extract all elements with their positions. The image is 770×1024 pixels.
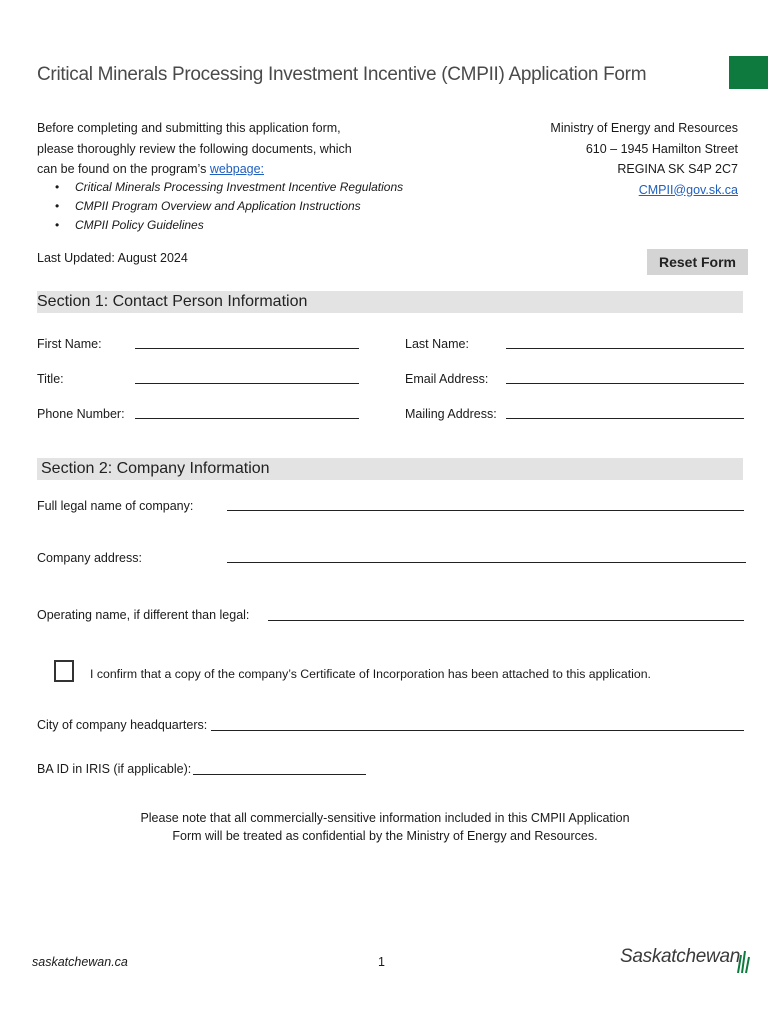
phone-label: Phone Number:	[37, 407, 125, 421]
intro-line-prefix: can be found on the program’s	[37, 162, 210, 176]
last-updated: Last Updated: August 2024	[37, 251, 188, 265]
intro-line	[37, 159, 397, 180]
list-item: • CMPII Program Overview and Application Instructions	[55, 197, 403, 216]
intro-line: please thoroughly review the following documents, which	[37, 141, 352, 156]
hq-city-field[interactable]	[211, 730, 744, 731]
intro-line: Before completing and submitting this application form,	[37, 121, 341, 135]
city-postal: REGINA SK S4P 2C7	[617, 162, 738, 176]
page-title: Critical Minerals Processing Investment Incentive (CMPII) Application Form	[37, 64, 647, 85]
last-name-label: Last Name:	[405, 337, 469, 351]
first-name-field[interactable]	[135, 348, 359, 349]
email-field[interactable]	[506, 383, 744, 384]
webpage-link[interactable]: webpage:	[209, 162, 265, 176]
section-2-title: Section 2: Company Information	[41, 460, 270, 477]
reset-form-button[interactable]: Reset Form	[647, 249, 748, 275]
ba-id-field[interactable]	[193, 774, 366, 775]
list-item: • Critical Minerals Processing Investment Incentive Regulations	[55, 178, 403, 197]
section-1-title: Section 1: Contact Person Information	[37, 293, 308, 310]
email-link[interactable]: CMPII@gov.sk.ca	[638, 182, 738, 197]
list-item: • CMPII Policy Guidelines	[55, 216, 403, 235]
wheat-icon	[735, 947, 751, 973]
hq-city-label: City of company headquarters:	[37, 718, 208, 732]
title-field[interactable]	[135, 383, 359, 384]
operating-name-label: Operating name, if different than legal:	[37, 608, 250, 622]
ministry-name: Ministry of Energy and Resources	[550, 121, 738, 135]
phone-field[interactable]	[135, 418, 359, 419]
section-1-header	[37, 291, 743, 313]
certificate-checkbox[interactable]	[54, 660, 74, 682]
confidentiality-note	[100, 809, 670, 845]
ba-id-label: BA ID in IRIS (if applicable):	[37, 762, 192, 776]
section-2-header	[37, 458, 743, 480]
brand-color-block	[729, 56, 768, 89]
company-address-label: Company address:	[37, 551, 142, 565]
email-label: Email Address:	[405, 372, 489, 386]
company-address-field[interactable]	[227, 562, 746, 563]
note-line: Form will be treated as confidential by the Ministry of Energy and Resources.	[172, 829, 598, 843]
mailing-address-field[interactable]	[506, 418, 744, 419]
legal-name-label: Full legal name of company:	[37, 499, 194, 513]
note-line: Please note that all commercially-sensitive information included in this CMPII Application	[140, 811, 630, 825]
saskatchewan-logo: Saskatchewan	[620, 946, 740, 967]
mailing-address-label: Mailing Address:	[405, 407, 497, 421]
footer-site: saskatchewan.ca	[32, 955, 128, 969]
last-name-field[interactable]	[506, 348, 744, 349]
first-name-label: First Name:	[37, 337, 102, 351]
ministry-address	[550, 118, 738, 200]
operating-name-field[interactable]	[268, 620, 744, 621]
legal-name-field[interactable]	[227, 510, 744, 511]
document-list	[55, 178, 403, 235]
page-number: 1	[378, 955, 385, 969]
title-label: Title:	[37, 372, 64, 386]
intro-text	[37, 118, 397, 180]
certificate-confirm-label: I confirm that a copy of the company’s Certificate of Incorporation has been attached to this application.	[90, 667, 651, 681]
street-address: 610 – 1945 Hamilton Street	[585, 141, 738, 156]
